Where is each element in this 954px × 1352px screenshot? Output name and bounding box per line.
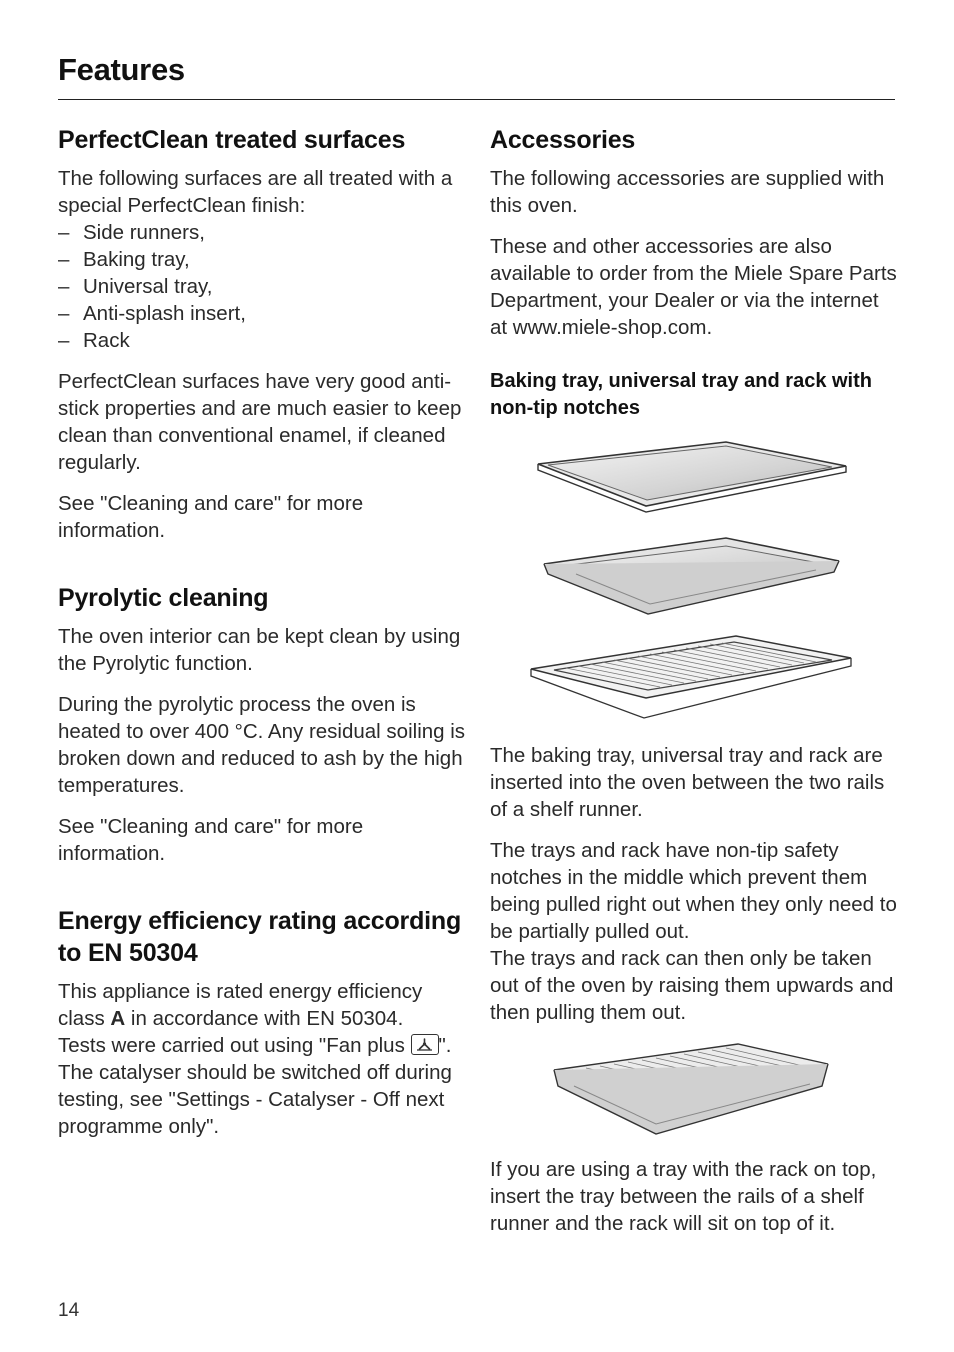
page-title: Features [58, 52, 185, 87]
section-pyrolytic [58, 582, 468, 867]
list-item: – Rack [58, 327, 468, 354]
title-divider [58, 99, 895, 100]
trays-insert-text: The baking tray, universal tray and rack are inserted into the oven between the two rails of a shelf runner. [490, 744, 885, 821]
pyrolytic-intro: The oven interior can be kept clean by using the Pyrolytic function. [58, 625, 461, 675]
perfectclean-see-more: See "Cleaning and care" for more information. [58, 492, 364, 542]
page-number: 14 [58, 1300, 80, 1321]
accessories-order: These and other accessories are also available to order from the Miele Spare Parts Department, your Dealer or via the internet at www.miele-shop.com. [490, 235, 897, 339]
catalyser-note: The catalyser should be switched off during testing, see "Settings - Catalyser - Off next programme only". [58, 1061, 452, 1138]
pyrolytic-see-more: See "Cleaning and care" for more information. [58, 815, 364, 865]
perfectclean-surface-list [58, 219, 468, 354]
universal-tray-image [544, 538, 839, 614]
list-item: – Side runners, [58, 219, 468, 246]
trays-and-rack-illustration [526, 436, 856, 726]
non-tip-notches-text [490, 837, 900, 1026]
section-perfectclean [58, 124, 468, 544]
non-tip-notches-intro: The trays and rack have non-tip safety notches in the middle which prevent them being pulled right out when they only need to be partially pulled out. [490, 839, 897, 943]
accessories-supplied: The following accessories are supplied with this oven. [490, 167, 885, 217]
baking-tray-image [538, 442, 846, 512]
list-item: – Anti-splash insert, [58, 300, 468, 327]
energy-class-value: A [110, 1007, 126, 1030]
rack-image [531, 636, 851, 718]
heading-energy: Energy efficiency rating according to EN 50304 [58, 907, 462, 967]
tray-with-rack-illustration [548, 1040, 833, 1140]
heading-perfectclean: PerfectClean treated surfaces [58, 126, 406, 154]
test-mode-text: Tests were carried out using "Fan plus [58, 1034, 411, 1057]
fan-plus-icon [411, 1034, 439, 1055]
tray-with-rack-text: If you are using a tray with the rack on top, insert the tray between the rails of a shelf runner and the rack will sit on top of it. [490, 1158, 877, 1235]
perfectclean-intro: The following surfaces are all treated with a special PerfectClean finish: [58, 167, 453, 217]
energy-class-suffix: in accordance with EN 50304. [125, 1007, 404, 1030]
heading-accessories: Accessories [490, 126, 636, 154]
heading-pyrolytic: Pyrolytic cleaning [58, 584, 269, 612]
test-mode-suffix: ". [438, 1034, 452, 1057]
list-item: – Baking tray, [58, 246, 468, 273]
right-column [490, 124, 900, 1251]
energy-class-prefix: This appliance is rated energy efficiency class [58, 980, 423, 1030]
energy-text [58, 978, 468, 1140]
perfectclean-properties: PerfectClean surfaces have very good anti-stick properties and are much easier to keep clean than conventional enamel, if cleaned regularly. [58, 370, 462, 474]
section-energy [58, 905, 468, 1140]
list-item: – Universal tray, [58, 273, 468, 300]
pyrolytic-process: During the pyrolytic process the oven is heated to over 400 °C. Any residual soiling is broken down and reduced to ash by the high temperatures. [58, 693, 466, 797]
section-trays-rack [490, 368, 900, 1237]
remove-trays-text: The trays and rack can then only be taken out of the oven by raising them upwards and then pulling them out. [490, 947, 894, 1024]
left-column [58, 124, 468, 1154]
section-accessories [490, 124, 900, 341]
heading-trays-rack: Baking tray, universal tray and rack with non-tip notches [490, 370, 872, 419]
